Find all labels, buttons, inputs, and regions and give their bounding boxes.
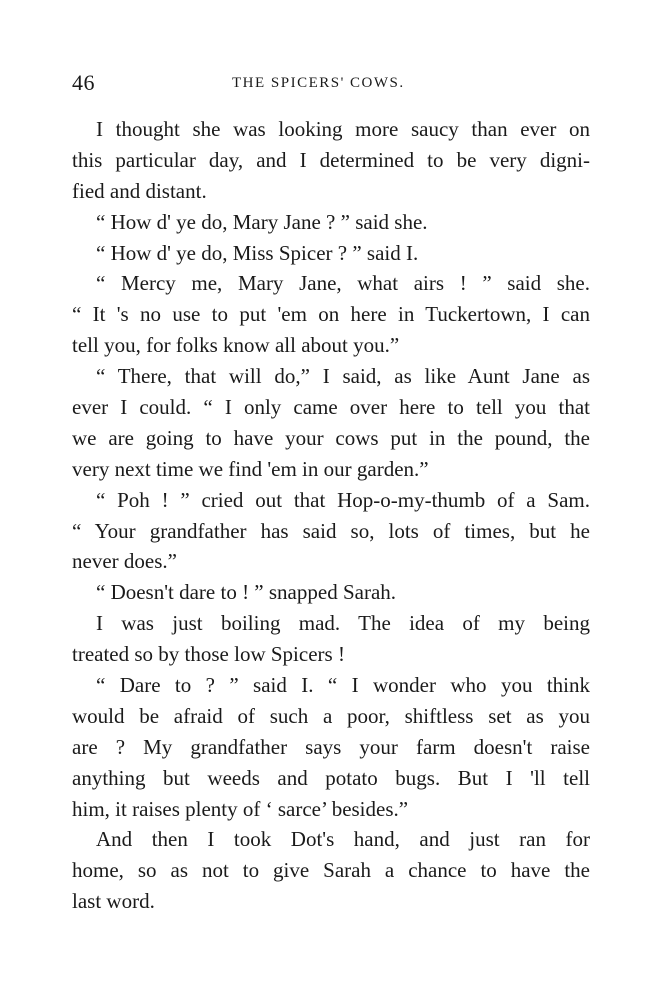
text-line: “ How d' ye do, Miss Spicer ? ” said I. bbox=[96, 240, 419, 265]
text-line: would be afraid of such a poor, shiftless set as you bbox=[72, 703, 590, 728]
text-line: “ There, that will do,” I said, as like Aunt Jane as bbox=[96, 364, 590, 389]
body-text bbox=[72, 114, 590, 917]
text-line: him, it raises plenty of ‘ sarce’ besides.” bbox=[72, 796, 409, 821]
text-line: “ It 's no use to put 'em on here in Tuckertown, I can bbox=[72, 302, 590, 327]
text-line: “ Your grandfather has said so, lots of times, but he bbox=[72, 518, 590, 543]
page-number: 46 bbox=[72, 70, 95, 95]
text-line: “ Mercy me, Mary Jane, what airs ! ” said she. bbox=[96, 271, 590, 296]
text-line: “ Poh ! ” cried out that Hop-o-my-thumb of a Sam. bbox=[96, 487, 590, 512]
text-line: “ Dare to ? ” said I. “ I wonder who you think bbox=[96, 673, 590, 698]
text-line: ever I could. “ I only came over here to tell you that bbox=[72, 395, 590, 420]
text-line: anything but weeds and potato bugs. But I 'll tell bbox=[72, 765, 590, 790]
text-line: tell you, for folks know all about you.” bbox=[72, 333, 400, 358]
text-line: never does.” bbox=[72, 549, 177, 574]
text-line: last word. bbox=[72, 889, 155, 914]
text-line: we are going to have your cows put in the pound, the bbox=[72, 425, 590, 450]
text-line: home, so as not to give Sarah a chance to have the bbox=[72, 858, 590, 883]
text-line: I thought she was looking more saucy than ever on bbox=[96, 117, 590, 141]
text-line: “ Doesn't dare to ! ” snapped Sarah. bbox=[96, 580, 397, 605]
text-line: very next time we find 'em in our garden.” bbox=[72, 456, 429, 481]
running-title: THE SPICERS' COWS. bbox=[232, 75, 405, 91]
page-header bbox=[72, 70, 590, 100]
text-line: this particular day, and I determined to be very digni- bbox=[72, 147, 590, 172]
text-line: And then I took Dot's hand, and just ran for bbox=[96, 827, 590, 852]
text-line: are ? My grandfather says your farm doesn't raise bbox=[72, 734, 590, 759]
text-line: I was just boiling mad. The idea of my being bbox=[96, 611, 590, 636]
text-line: treated so by those low Spicers ! bbox=[72, 642, 345, 667]
text-line: “ How d' ye do, Mary Jane ? ” said she. bbox=[96, 209, 428, 234]
text-line: fied and distant. bbox=[72, 178, 207, 203]
